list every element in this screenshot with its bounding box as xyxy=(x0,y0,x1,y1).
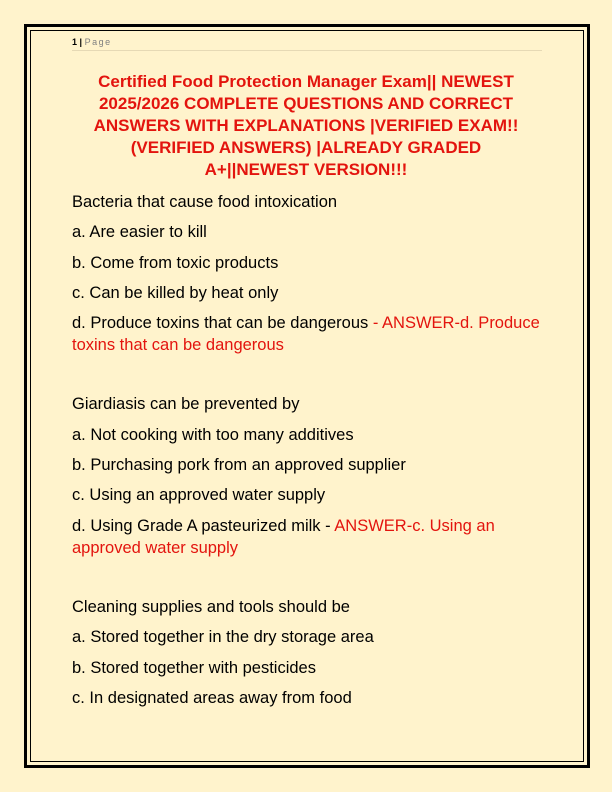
option-b: b. Come from toxic products xyxy=(72,253,279,272)
question-gap xyxy=(72,567,547,596)
page-number: 1 xyxy=(72,37,78,47)
page-label: Page xyxy=(84,37,112,47)
question-text: Bacteria that cause food intoxication xyxy=(72,193,338,211)
option-d: d. Using Grade A pasteurized milk - xyxy=(72,516,335,535)
title-line: (VERIFIED ANSWERS) |ALREADY GRADED xyxy=(130,138,482,157)
option-d-with-answer xyxy=(72,312,547,356)
page-header xyxy=(72,36,542,51)
question-text: Cleaning supplies and tools should be xyxy=(72,597,350,616)
option-d: d. Produce toxins that can be dangerous xyxy=(72,314,369,333)
option-c: c. In designated areas away from food xyxy=(72,688,352,707)
answer-text: - ANSWER-d. Produce toxins that can be dangerous xyxy=(72,314,540,355)
question-text: Giardiasis can be prevented by xyxy=(72,395,300,414)
option-d-with-answer xyxy=(72,515,547,559)
question-gap xyxy=(72,364,547,393)
question-content xyxy=(72,191,547,717)
title-line: Certified Food Protection Manager Exam|| NEWEST xyxy=(98,72,514,91)
title-line: A+||NEWEST VERSION!!! xyxy=(204,160,408,179)
option-b: b. Stored together with pesticides xyxy=(72,658,316,677)
page-separator: | xyxy=(79,37,83,47)
option-c: c. Can be killed by heat only xyxy=(72,283,279,302)
option-a: a. Are easier to kill xyxy=(72,223,207,242)
option-b: b. Purchasing pork from an approved supplier xyxy=(72,456,406,475)
answer-text: ANSWER-c. Using an approved water supply xyxy=(72,516,495,557)
option-a: a. Stored together in the dry storage area xyxy=(72,628,374,647)
option-c: c. Using an approved water supply xyxy=(72,486,326,505)
option-a: a. Not cooking with too many additives xyxy=(72,425,354,444)
title-line: 2025/2026 COMPLETE QUESTIONS AND CORRECT xyxy=(98,94,514,113)
title-line: ANSWERS WITH EXPLANATIONS |VERIFIED EXAM!! xyxy=(93,116,519,135)
document-title xyxy=(72,71,540,181)
